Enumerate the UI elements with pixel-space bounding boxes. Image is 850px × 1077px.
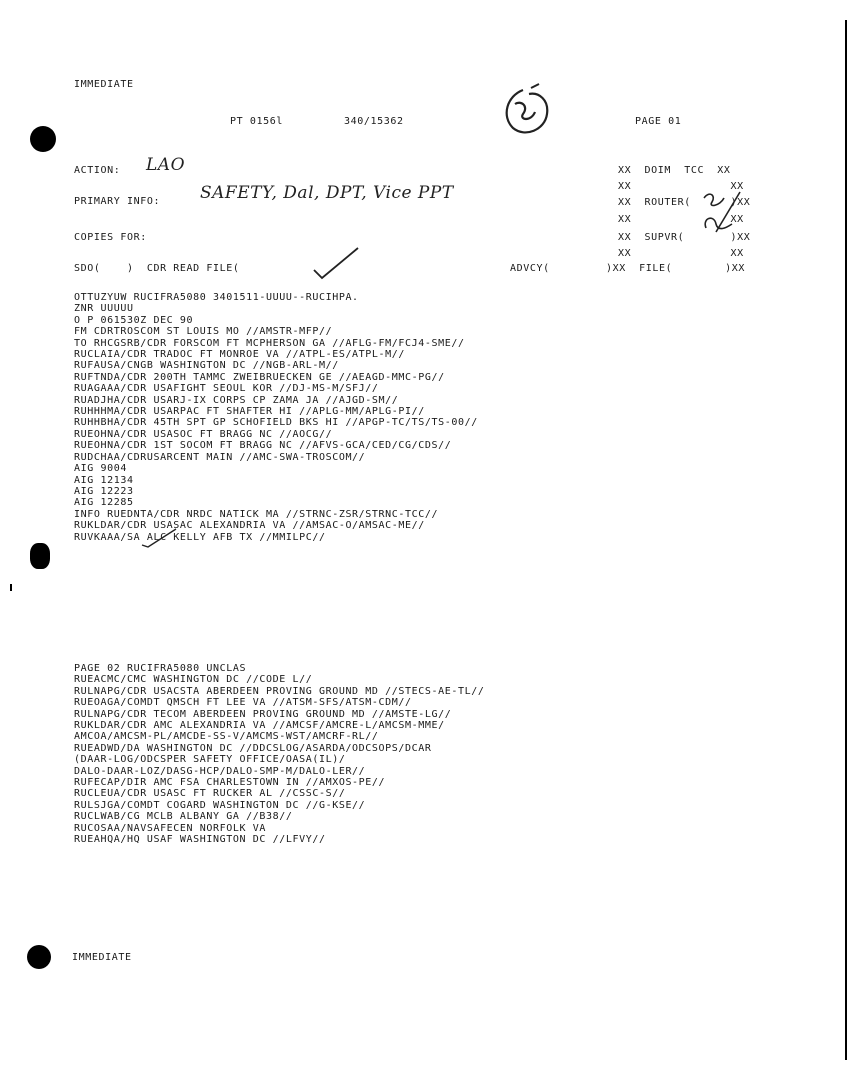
message-line: AIG 9004: [74, 463, 127, 475]
routing-row: )XX FILE( )XX: [606, 263, 746, 274]
message-line: RUCOSAA/NAVSAFECEN NORFOLK VA: [74, 822, 266, 834]
message-line: RULSJGA/COMDT COGARD WASHINGTON DC //G-KSE//: [74, 799, 366, 811]
message-line: ZNR UUUUU: [74, 303, 134, 315]
copies-for-label: COPIES FOR:: [74, 232, 147, 243]
message-line: RUEADWD/DA WASHINGTON DC //DDCSLOG/ASARDA/ODCSOPS/DCAR: [74, 742, 432, 754]
message-line: RUCLAIA/CDR TRADOC FT MONROE VA //ATPL-ES/ATPL-M//: [74, 349, 406, 361]
message-line: RULNAPG/CDR USACSTA ABERDEEN PROVING GROUND MD //STECS-AE-TL//: [74, 685, 485, 697]
message-line: OTTUZYUW RUCIFRA5080 3401511-UUUU--RUCIHPA.: [74, 292, 359, 303]
message-line: RUAGAAA/CDR USAFIGHT SEOUL KOR //DJ-MS-M/SFJ//: [74, 383, 379, 395]
message-line: RULNAPG/CDR TECOM ABERDEEN PROVING GROUND MD //AMSTE-LG//: [74, 708, 452, 720]
message-line: FM CDRTROSCOM ST LOUIS MO //AMSTR-MFP//: [74, 326, 333, 338]
page-number: PAGE 01: [635, 116, 682, 127]
punch-hole: [30, 126, 56, 152]
message-line: RUEOHNA/CDR 1ST SOCOM FT BRAGG NC //AFVS-GCA/CED/CG/CDS//: [74, 440, 452, 452]
routing-row: XX XX: [618, 214, 744, 225]
message-line: O P 061530Z DEC 90: [74, 314, 194, 326]
message-line: RUKLDAR/CDR USASAC ALEXANDRIA VA //AMSAC-O/AMSAC-ME//: [74, 520, 425, 532]
checkmark: [140, 527, 180, 549]
routing-row: XX XX: [618, 248, 744, 259]
message-line: TO RHCGSRB/CDR FORSCOM FT MCPHERSON GA //AFLG-FM/FCJ4-SME//: [74, 337, 465, 349]
message-line: (DAAR-LOG/ODCSPER SAFETY OFFICE/OASA(IL)/: [74, 754, 346, 766]
message-line: RUEACMC/CMC WASHINGTON DC //CODE L//: [74, 674, 313, 686]
punch-hole: [30, 543, 50, 569]
message-line: RUVKAAA/SA ALC KELLY AFB TX //MMILPC//: [74, 531, 326, 543]
message-line: RUCLEUA/CDR USASC FT RUCKER AL //CSSC-S//: [74, 788, 346, 800]
message-line: INFO RUEDNTA/CDR NRDC NATICK MA //STRNC-ZSR/STRNC-TCC//: [74, 508, 439, 520]
message-line: AMCOA/AMCSM-PL/AMCDE-SS-V/AMCMS-WST/AMCRF-RL//: [74, 731, 379, 743]
message-line: RUEOHNA/CDR USASOC FT BRAGG NC //AOCG//: [74, 428, 333, 440]
sdo-read-file-line: SDO( ) CDR READ FILE(: [74, 263, 240, 274]
precedence-bottom: IMMEDIATE: [72, 952, 132, 963]
routing-row: XX DOIM TCC XX: [618, 165, 731, 176]
page-two-block: [74, 663, 484, 846]
page-edge-line: [845, 20, 847, 1060]
action-handwritten: LAO: [146, 155, 186, 175]
primary-info-handwritten: SAFETY, Dal, DPT, Vice PPT: [200, 183, 454, 203]
message-line: RUCLWAB/CG MCLB ALBANY GA //B38//: [74, 811, 293, 823]
checkmark: [312, 246, 362, 280]
routing-row: XX ROUTER( )XX: [618, 197, 751, 208]
message-line: RUEAHQA/HQ USAF WASHINGTON DC //LFVY//: [74, 834, 326, 846]
message-line: RUHHHMA/CDR USARPAC FT SHAFTER HI //APLG-MM/APLG-PI//: [74, 406, 425, 418]
message-line: RUFECAP/DIR AMC FSA CHARLESTOWN IN //AMXOS-PE//: [74, 777, 386, 789]
message-line: PAGE 02 RUCIFRA5080 UNCLAS: [74, 663, 247, 674]
message-id: PT 0156l: [230, 116, 283, 127]
primary-info-label: PRIMARY INFO:: [74, 196, 161, 207]
message-line: DALO-DAAR-LOZ/DASG-HCP/DALO-SMP-M/DALO-LER//: [74, 765, 366, 777]
message-header-block: [74, 292, 478, 543]
message-line: RUADJHA/CDR USARJ-IX CORPS CP ZAMA JA //AJGD-SM//: [74, 394, 399, 406]
speck: [10, 584, 12, 591]
message-line: RUFTNDA/CDR 200TH TAMMC ZWEIBRUECKEN GE //AEAGD-MMC-PG//: [74, 371, 445, 383]
message-line: RUEOAGA/COMDT QMSCH FT LEE VA //ATSM-SFS/ATSM-CDM//: [74, 697, 412, 709]
action-label: ACTION:: [74, 165, 121, 176]
message-line: RUDCHAA/CDRUSARCENT MAIN //AMC-SWA-TROSCOM//: [74, 451, 366, 463]
message-line: RUKLDAR/CDR AMC ALEXANDRIA VA //AMCSF/AMCRE-L/AMCSM-MME/: [74, 720, 445, 732]
punch-hole: [27, 945, 51, 969]
message-line: RUFAUSA/CNGB WASHINGTON DC //NGB-ARL-M//: [74, 360, 339, 372]
message-line: RUHHBHA/CDR 45TH SPT GP SCHOFIELD BKS HI //APGP-TC/TS/TS-00//: [74, 417, 478, 429]
message-line: AIG 12223: [74, 485, 134, 497]
message-line: AIG 12285: [74, 497, 134, 509]
message-line: AIG 12134: [74, 474, 134, 486]
advcy-label: ADVCY(: [510, 263, 550, 274]
routing-row: XX SUPVR( )XX: [618, 232, 751, 243]
initials-stamp: [495, 82, 565, 142]
precedence-top: IMMEDIATE: [74, 79, 134, 90]
date-time-group: 340/15362: [344, 116, 404, 127]
router-supvr-initials: [700, 188, 760, 238]
routing-row: XX XX: [618, 181, 744, 192]
